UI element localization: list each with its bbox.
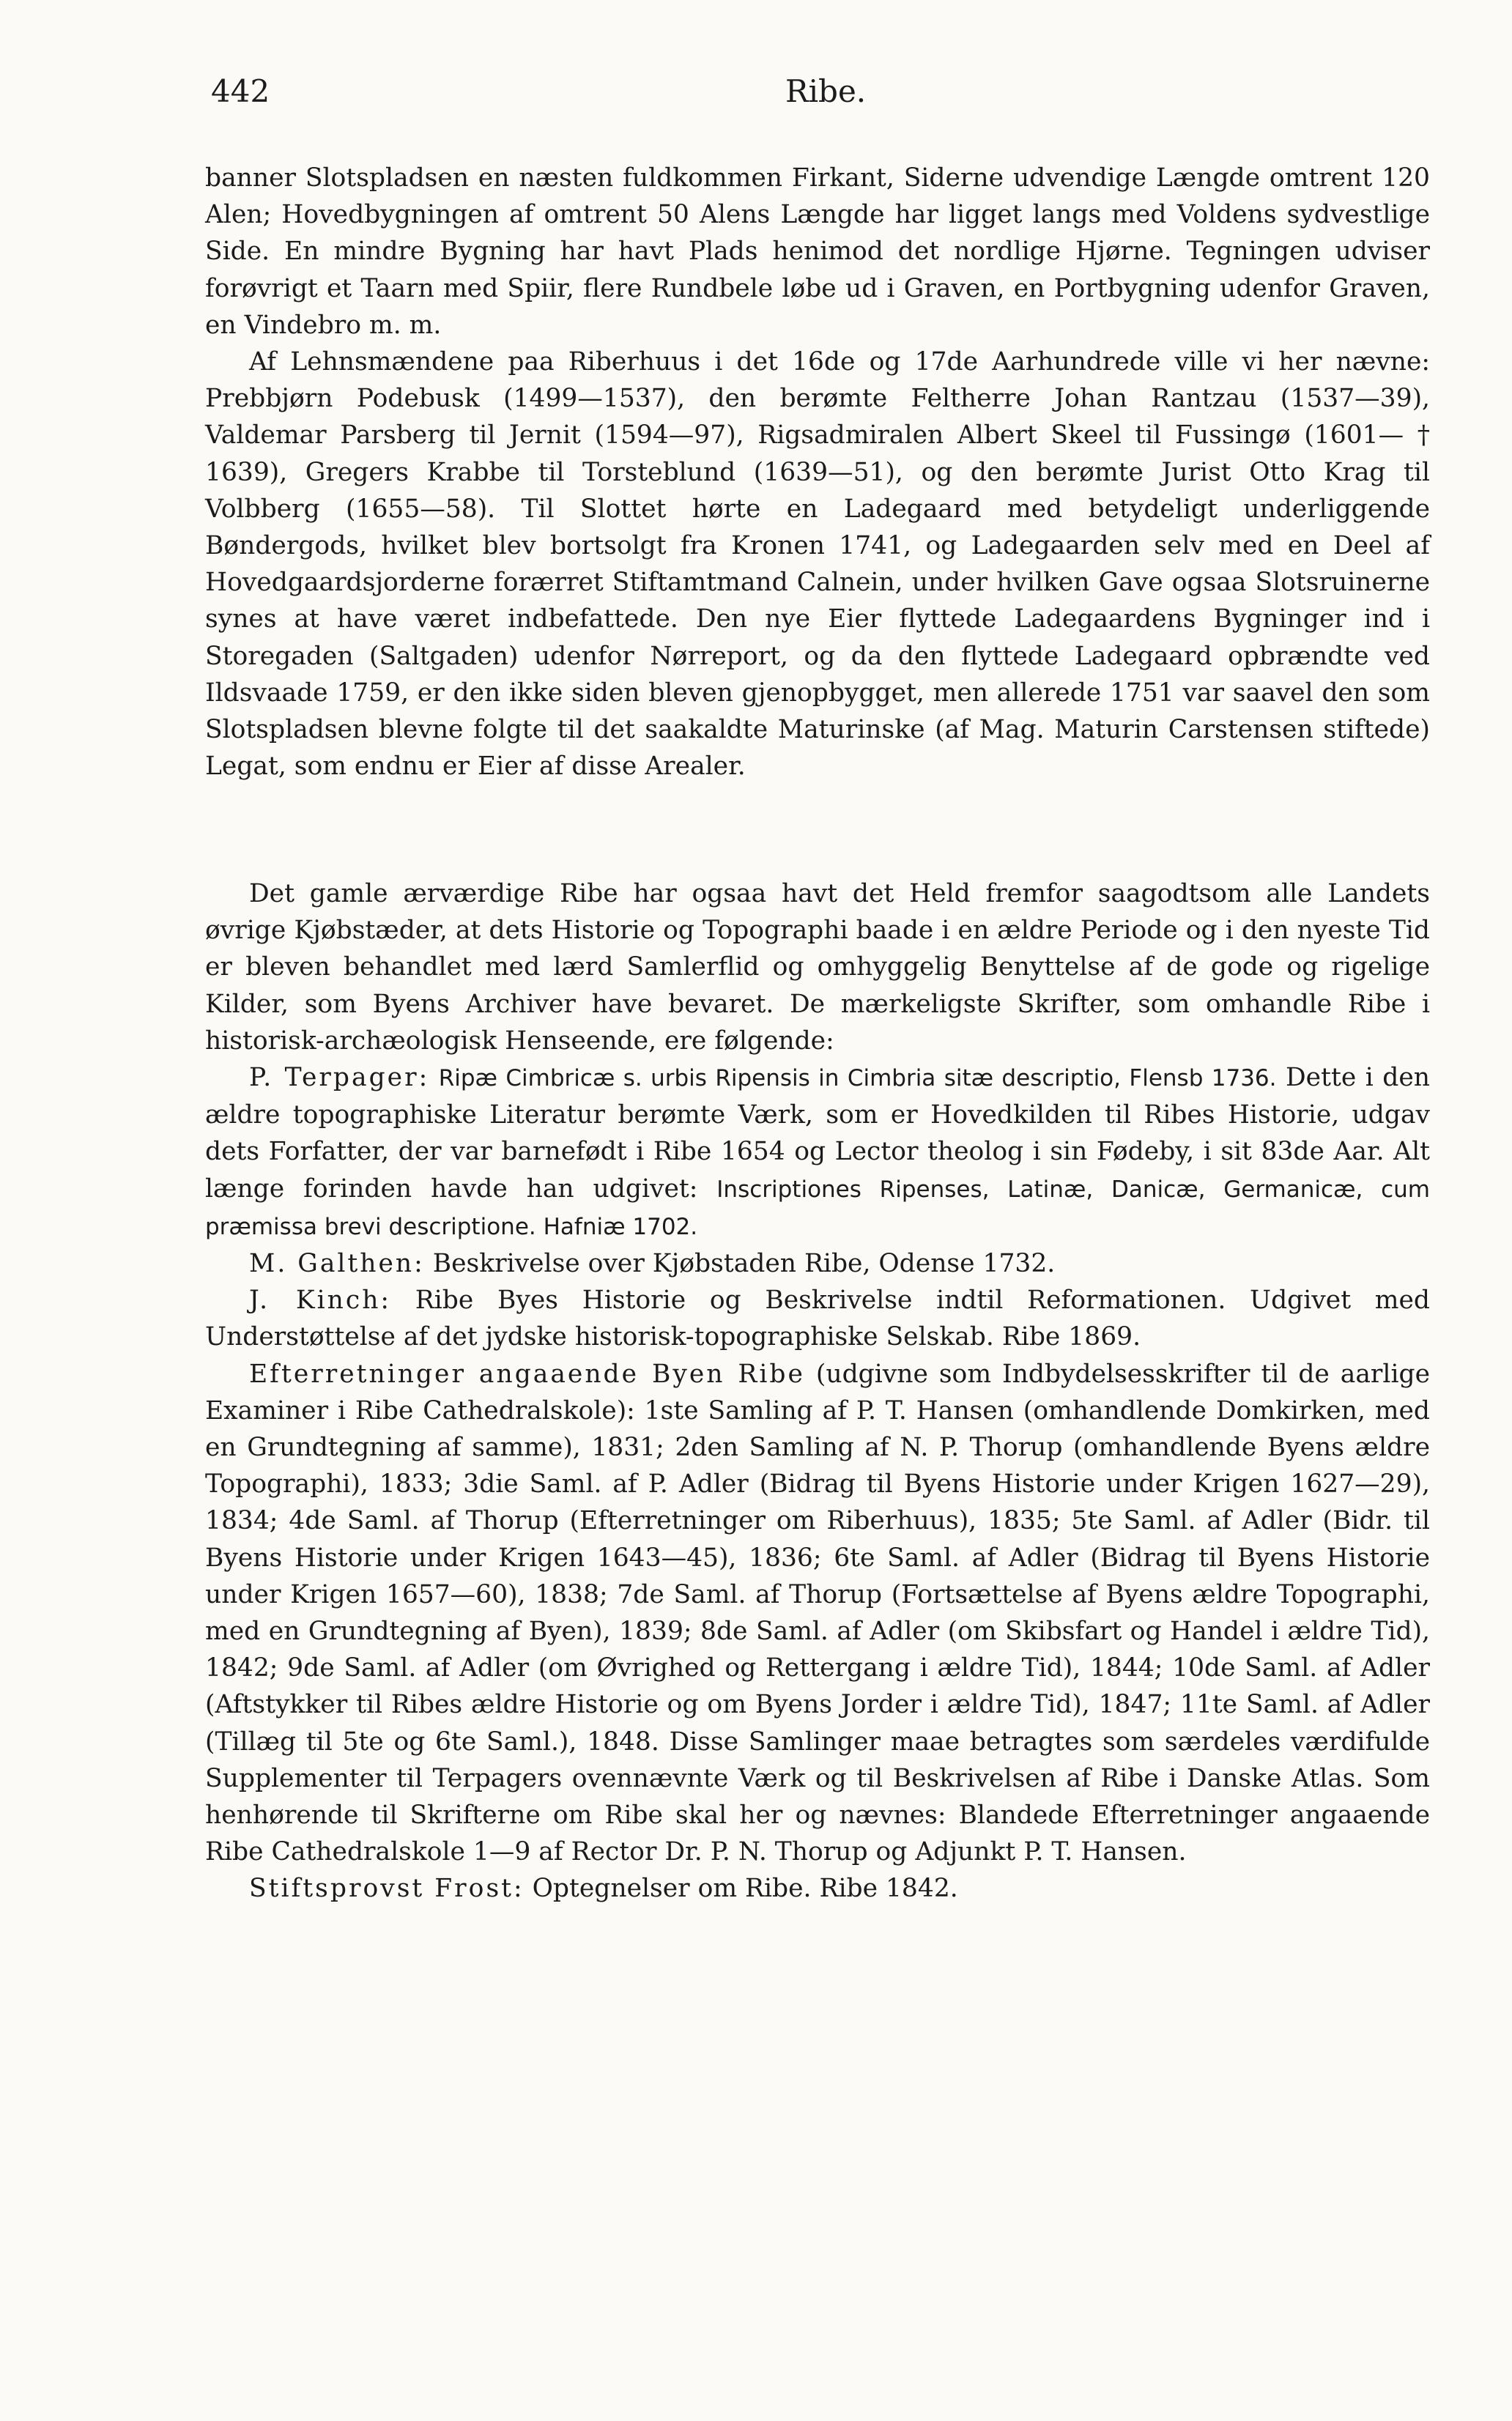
bibliography-entry: [205, 1059, 1430, 1245]
section-castle: [205, 160, 1430, 785]
entry-text: (udgivne som Indbydelsesskrifter til de aarlige Examiner i Ribe Cathedralskole): 1ste Samling af P. T. Hansen (omhandlende Domkirken, med en Grundtegning af samme), 1831; 2den Samling af N. P. Thorup (omhandlende Byens ældre Topographi), 1833; 3die Saml. af P. Adler (Bidrag til Byens Historie under Krigen 1627—29), 1834; 4de Saml. af Thorup (Efterretninger om Riberhuus), 1835; 5te Saml. af Adler (Bidr. til Byens Historie under Krigen 1643—45), 1836; 6te Saml. af Adler (Bidrag til Byens Historie under Krigen 1657—60), 1838; 7de Saml. af Thorup (Fortsættelse af Byens ældre Topographi, med en Grundtegning af Byen), 1839; 8de Saml. af Adler (om Skibsfart og Handel i ældre Tid), 1842; 9de Saml. af Adler (om Øvrighed og Rettergang i ældre Tid), 1844; 10de Saml. af Adler (Aftstykker til Ribes ældre Historie og om Byens Jorder i ældre Tid), 1847; 11te Saml. af Adler (Tillæg til 5te og 6te Saml.), 1848. Disse Samlinger maae betragtes som særdeles værdifulde Supplementer til Terpagers ovennævnte Værk og til Beskrivelsen af Ribe i Danske Atlas. Som henhørende til Skrifterne om Ribe skal her og nævnes: Blandede Efterretninger angaaende Ribe Cathedralskole 1—9 af Rector Dr. P. N. Thorup og Adjunkt P. T. Hansen.: [205, 1359, 1430, 1867]
entry-author: J. Kinch:: [249, 1286, 392, 1316]
paragraph: banner Slotspladsen en næsten fuldkommen Firkant, Siderne udvendige Længde omtrent 120 Alen; Hovedbygningen af omtrent 50 Alens Længde har ligget langs med Voldens sydvestlige Side. En mindre Bygning har havt Plads henimod det nordlige Hjørne. Tegningen udviser forøvrigt et Taarn med Spiir, flere Rundbele løbe ud i Graven, en Portbygning udenfor Graven, en Vindebro m. m.: [205, 163, 1430, 340]
entry-text: Ribe Byes Historie og Beskrivelse indtil Reformationen. Udgivet med Understøttelse af det jydske historisk-topographiske Selskab. Ribe 1869.: [205, 1286, 1431, 1352]
bibliography-entry: [205, 1356, 1430, 1871]
bibliography-entry: [205, 1245, 1430, 1282]
entry-text: Dette i den ældre topographiske Literatur berømte Værk, som er Hovedkilden til Ribes Historie, udgav dets Forfatter, der var barnefødt i Ribe 1654 og Lector theolog i sin Fødeby, i sit 83de Aar. Alt længe forinden havde han udgivet:: [205, 1063, 1430, 1204]
running-head: Ribe.: [785, 73, 867, 109]
bibliography-entry: [205, 1870, 1430, 1907]
entry-text: Optegnelser om Ribe. Ribe 1842.: [532, 1874, 958, 1904]
bibliography-entry: [205, 1282, 1430, 1355]
entry-author: M. Galthen:: [249, 1249, 425, 1279]
entry-title-latin: Ripæ Cimbricæ s. urbis Ripensis in Cimbria sitæ descriptio, Flensb 1736.: [438, 1065, 1277, 1092]
entry-author: Efterretninger angaaende Byen Ribe: [249, 1359, 805, 1389]
entry-author: Stiftsprovst Frost:: [249, 1874, 525, 1904]
paragraph: Af Lehnsmændene paa Riberhuus i det 16de og 17de Aarhundrede ville vi her nævne: Prebbjørn Podebusk (1499—1537), den berømte Feltherre Johan Rantzau (1537—39), Valdemar Parsberg til Jernit (1594—97), Rigsadmiralen Albert Skeel til Fussingø (1601— † 1639), Gregers Krabbe til Torsteblund (1639—51), og den berømte Jurist Otto Krag til Volbberg (1655—58). Til Slottet hørte en Ladegaard med betydeligt underliggende Bøndergods, hvilket blev bortsolgt fra Kronen 1741, og Ladegaarden selv med en Deel af Hovedgaardsjorderne forærret Stiftamtmand Calnein, under hvilken Gave ogsaa Slotsruinerne synes at have været indbefattede. Den nye Eier flyttede Ladegaardens Bygninger ind i Storegaden (Saltgaden) udenfor Nørreport, og da den flyttede Ladegaard opbrændte ved Ildsvaade 1759, er den ikke siden bleven gjenopbygget, men allerede 1751 var saavel den som Slotspladsen blevne folgte til det saakaldte Maturinske (af Mag. Maturin Carstensen stiftede) Legat, som endnu er Eier af disse Arealer.: [205, 347, 1430, 782]
entry-author: P. Terpager:: [249, 1063, 430, 1093]
entry-title-latin: Inscriptiones Ripenses, Latinæ, Danicæ, Germanicæ, cum præmissa brevi descriptione. Hafniæ 1702.: [205, 1176, 1431, 1240]
paragraph-intro: Det gamle ærværdige Ribe har ogsaa havt det Held fremfor saagodtsom alle Landets øvrige Kjøbstæder, at dets Historie og Topographi baade i en ældre Periode og i den nyeste Tid er bleven behandlet med lærd Samlerflid og omhyggelig Benyttelse af de gode og rigelige Kilder, som Byens Archiver have bevaret. De mærkeligste Skrifter, som omhandle Ribe i historisk-archæologisk Henseende, ere følgende:: [205, 879, 1430, 1056]
page-number: 442: [211, 73, 270, 109]
entry-text: Beskrivelse over Kjøbstaden Ribe, Odense 1732.: [432, 1249, 1056, 1279]
section-literature: [205, 875, 1430, 1907]
